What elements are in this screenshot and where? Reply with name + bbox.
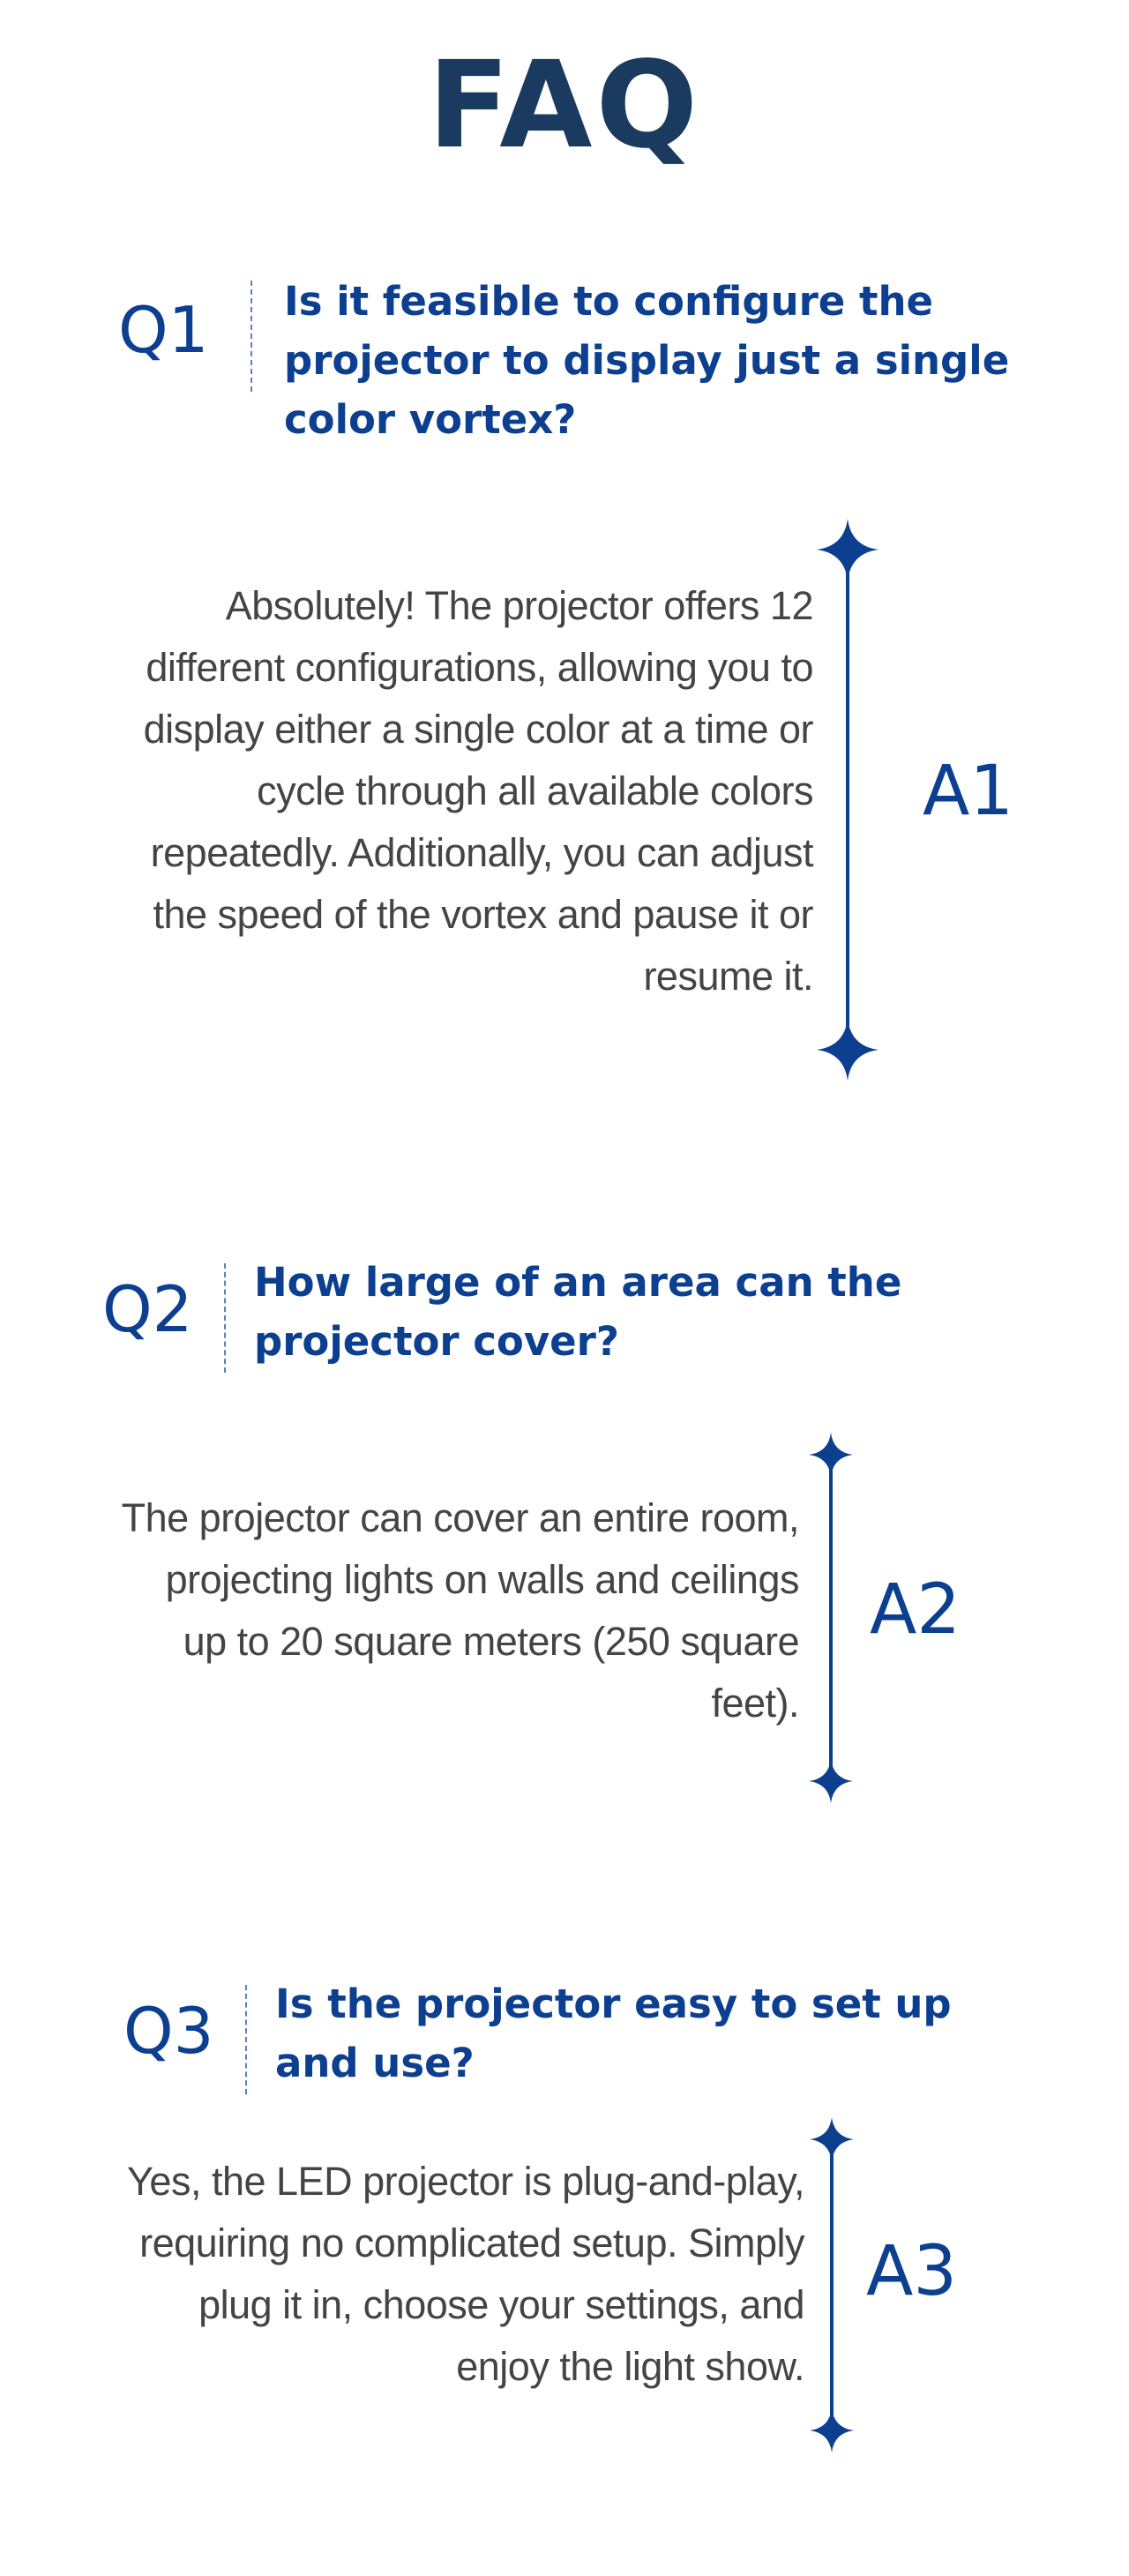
question-divider-2	[224, 1263, 226, 1373]
answer-text-1: Absolutely! The projector offers 12 different configurations, allowing you to display either a single color at a time or cycle through all available colors repeatedly. Additionally, you can adjust the speed of the vortex and pause it or resume it.	[143, 583, 813, 999]
question-text-1: Is it feasible to configure the projector to display just a single color vortex?	[284, 278, 1010, 443]
four-point-star-icon	[809, 1759, 853, 1803]
answer-text-3: Yes, the LED projector is plug-and-play, requiring no complicated setup. Simply plug it in, choose your settings, and enjoy the light show.	[127, 2159, 804, 2389]
question-text-2: How large of an area can the projector cover?	[254, 1259, 902, 1365]
four-point-star-icon	[809, 1433, 853, 1477]
answer-number-1: A1	[923, 752, 1013, 831]
answer-divider-2	[829, 1454, 833, 1782]
four-point-star-icon	[817, 519, 879, 580]
answer-divider-1	[846, 547, 849, 1048]
answer-number-2: A2	[870, 1570, 961, 1650]
question-divider-1	[250, 281, 252, 392]
four-point-star-icon	[817, 1019, 879, 1081]
page-title: FAQ	[427, 36, 702, 176]
answer-divider-3	[830, 2145, 834, 2430]
four-point-star-icon	[810, 2408, 854, 2452]
answer-text-2: The projector can cover an entire room, projecting lights on walls and ceilings up to 20 square meters (250 square feet).	[121, 1495, 799, 1726]
question-text-3: Is the projector easy to set up and use?	[275, 1981, 952, 2086]
answer-number-3: A3	[866, 2232, 957, 2311]
four-point-star-icon	[810, 2117, 854, 2161]
question-divider-3	[245, 1985, 247, 2094]
question-number-1: Q1	[118, 293, 209, 367]
question-number-3: Q3	[123, 1994, 214, 2068]
question-number-2: Q2	[102, 1272, 193, 1346]
